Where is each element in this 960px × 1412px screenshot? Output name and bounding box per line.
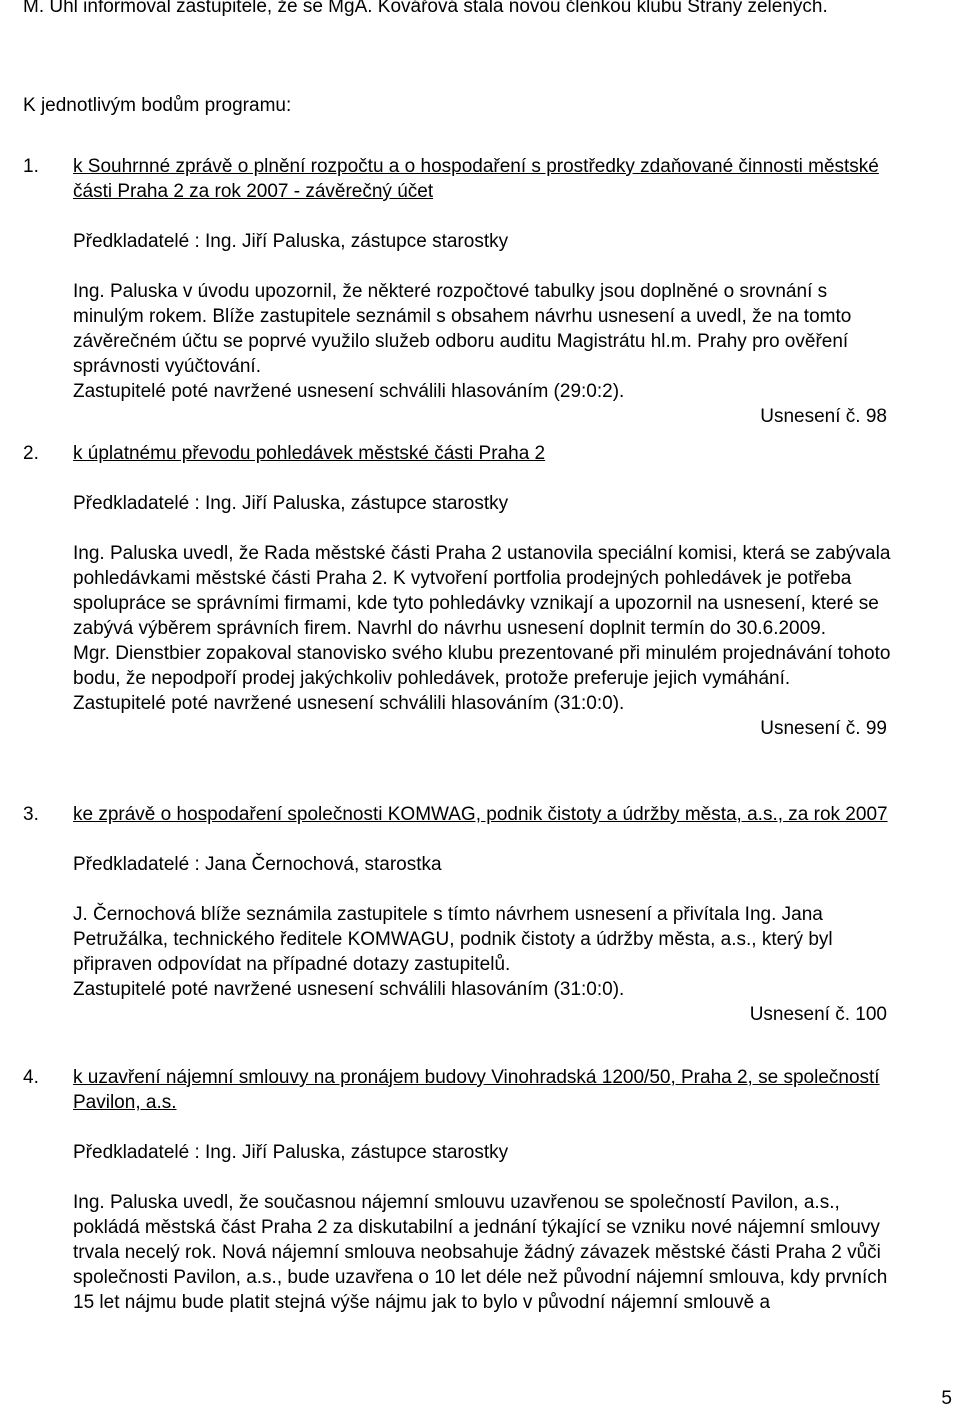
item-paragraph: J. Černochová blíže seznámila zastupitele s tímto návrhem usnesení a přivítala Ing. Jana Petružálka, technického ředitele KOMWAGU, podnik čistoty a údržby města, a.s., který byl připraven odpovídat na případné dotazy zastupitelů. xyxy=(73,904,833,975)
intro-paragraph: M. Uhl informoval zastupitele, že se MgA. Kovářová stala novou členkou klubu Strany zelených. xyxy=(23,0,828,17)
item-body xyxy=(73,541,903,716)
resolution-number: Usnesení č. 100 xyxy=(749,1004,887,1025)
agenda-item-2 xyxy=(23,441,903,741)
section-heading: K jednotlivým bodům programu: xyxy=(23,95,292,116)
item-paragraph: Zastupitelé poté navržené usnesení schválili hlasováním (31:0:0). xyxy=(73,979,625,1000)
item-title: k uzavření nájemní smlouvy na pronájem budovy Vinohradská 1200/50, Praha 2, se společností Pavilon, a.s. xyxy=(73,1067,880,1113)
page-number: 5 xyxy=(941,1388,952,1409)
item-paragraph: Ing. Paluska v úvodu upozornil, že některé rozpočtové tabulky jsou doplněné o srovnání s minulým rokem. Blíže zastupitele seznámil s obsahem návrhu usnesení a uvedl, že na tomto závěrečném účtu se poprvé využilo služeb odboru auditu Magistrátu hl.m. Prahy pro ověření správnosti vyúčtování. xyxy=(73,281,852,377)
item-paragraph: Zastupitelé poté navržené usnesení schválili hlasováním (29:0:2). xyxy=(73,381,625,402)
item-body xyxy=(73,1190,903,1315)
item-presenter: Předkladatelé : Ing. Jiří Paluska, zástupce starostky xyxy=(73,231,509,252)
agenda-item-4 xyxy=(23,1065,903,1315)
item-body xyxy=(73,902,903,1002)
item-paragraph: Zastupitelé poté navržené usnesení schválili hlasováním (31:0:0). xyxy=(73,693,625,714)
item-paragraph: Mgr. Dienstbier zopakoval stanovisko svého klubu prezentované při minulém projednávání tohoto bodu, že nepodpoří prodej jakýchkoliv pohledávek, protože preferuje jejich vymáhání. xyxy=(73,643,891,689)
item-presenter: Předkladatelé : Jana Černochová, starostka xyxy=(73,854,442,875)
item-presenter: Předkladatelé : Ing. Jiří Paluska, zástupce starostky xyxy=(73,493,509,514)
item-body xyxy=(73,279,903,404)
item-title: ke zprávě o hospodaření společnosti KOMWAG, podnik čistoty a údržby města, a.s., za rok 2007 xyxy=(73,804,888,825)
item-title: k úplatnému převodu pohledávek městské části Praha 2 xyxy=(73,443,546,464)
item-number: 2. xyxy=(23,443,39,464)
item-number: 3. xyxy=(23,804,39,825)
item-number: 1. xyxy=(23,156,39,177)
item-number: 4. xyxy=(23,1067,39,1088)
resolution-number: Usnesení č. 99 xyxy=(760,718,887,739)
item-paragraph: Ing. Paluska uvedl, že současnou nájemní smlouvu uzavřenou se společností Pavilon, a.s., pokládá městská část Praha 2 za diskutabilní a jednání týkající se vzniku nové nájemní smlouvy trvala necelý rok. Nová nájemní smlouva neobsahuje žádný závazek městské části Praha 2 vůči společnosti Pavilon, a.s., bude uzavřena o 10 let déle než původní nájemní smlouva, kdy prvních 15 let nájmu bude platit stejná výše nájmu jak to bylo v původní nájemní smlouvě a xyxy=(73,1192,888,1313)
item-paragraph: Ing. Paluska uvedl, že Rada městské části Praha 2 ustanovila speciální komisi, která se zabývala pohledávkami městské části Praha 2. K vytvoření portfolia prodejných pohledávek je potřeba spolupráce se správními firmami, kde tyto pohledávky vznikají a upozornil na usnesení, které se zabývá výběrem správních firem. Navrhl do návrhu usnesení doplnit termín do 30.6.2009. xyxy=(73,543,891,639)
item-title: k Souhrnné zprávě o plnění rozpočtu a o hospodaření s prostředky zdaňované činnosti městské části Praha 2 za rok 2007 - závěrečný účet xyxy=(73,156,879,202)
agenda-item-1 xyxy=(23,154,903,429)
agenda-item-3 xyxy=(23,802,903,1027)
resolution-number: Usnesení č. 98 xyxy=(760,406,887,427)
item-presenter: Předkladatelé : Ing. Jiří Paluska, zástupce starostky xyxy=(73,1142,509,1163)
